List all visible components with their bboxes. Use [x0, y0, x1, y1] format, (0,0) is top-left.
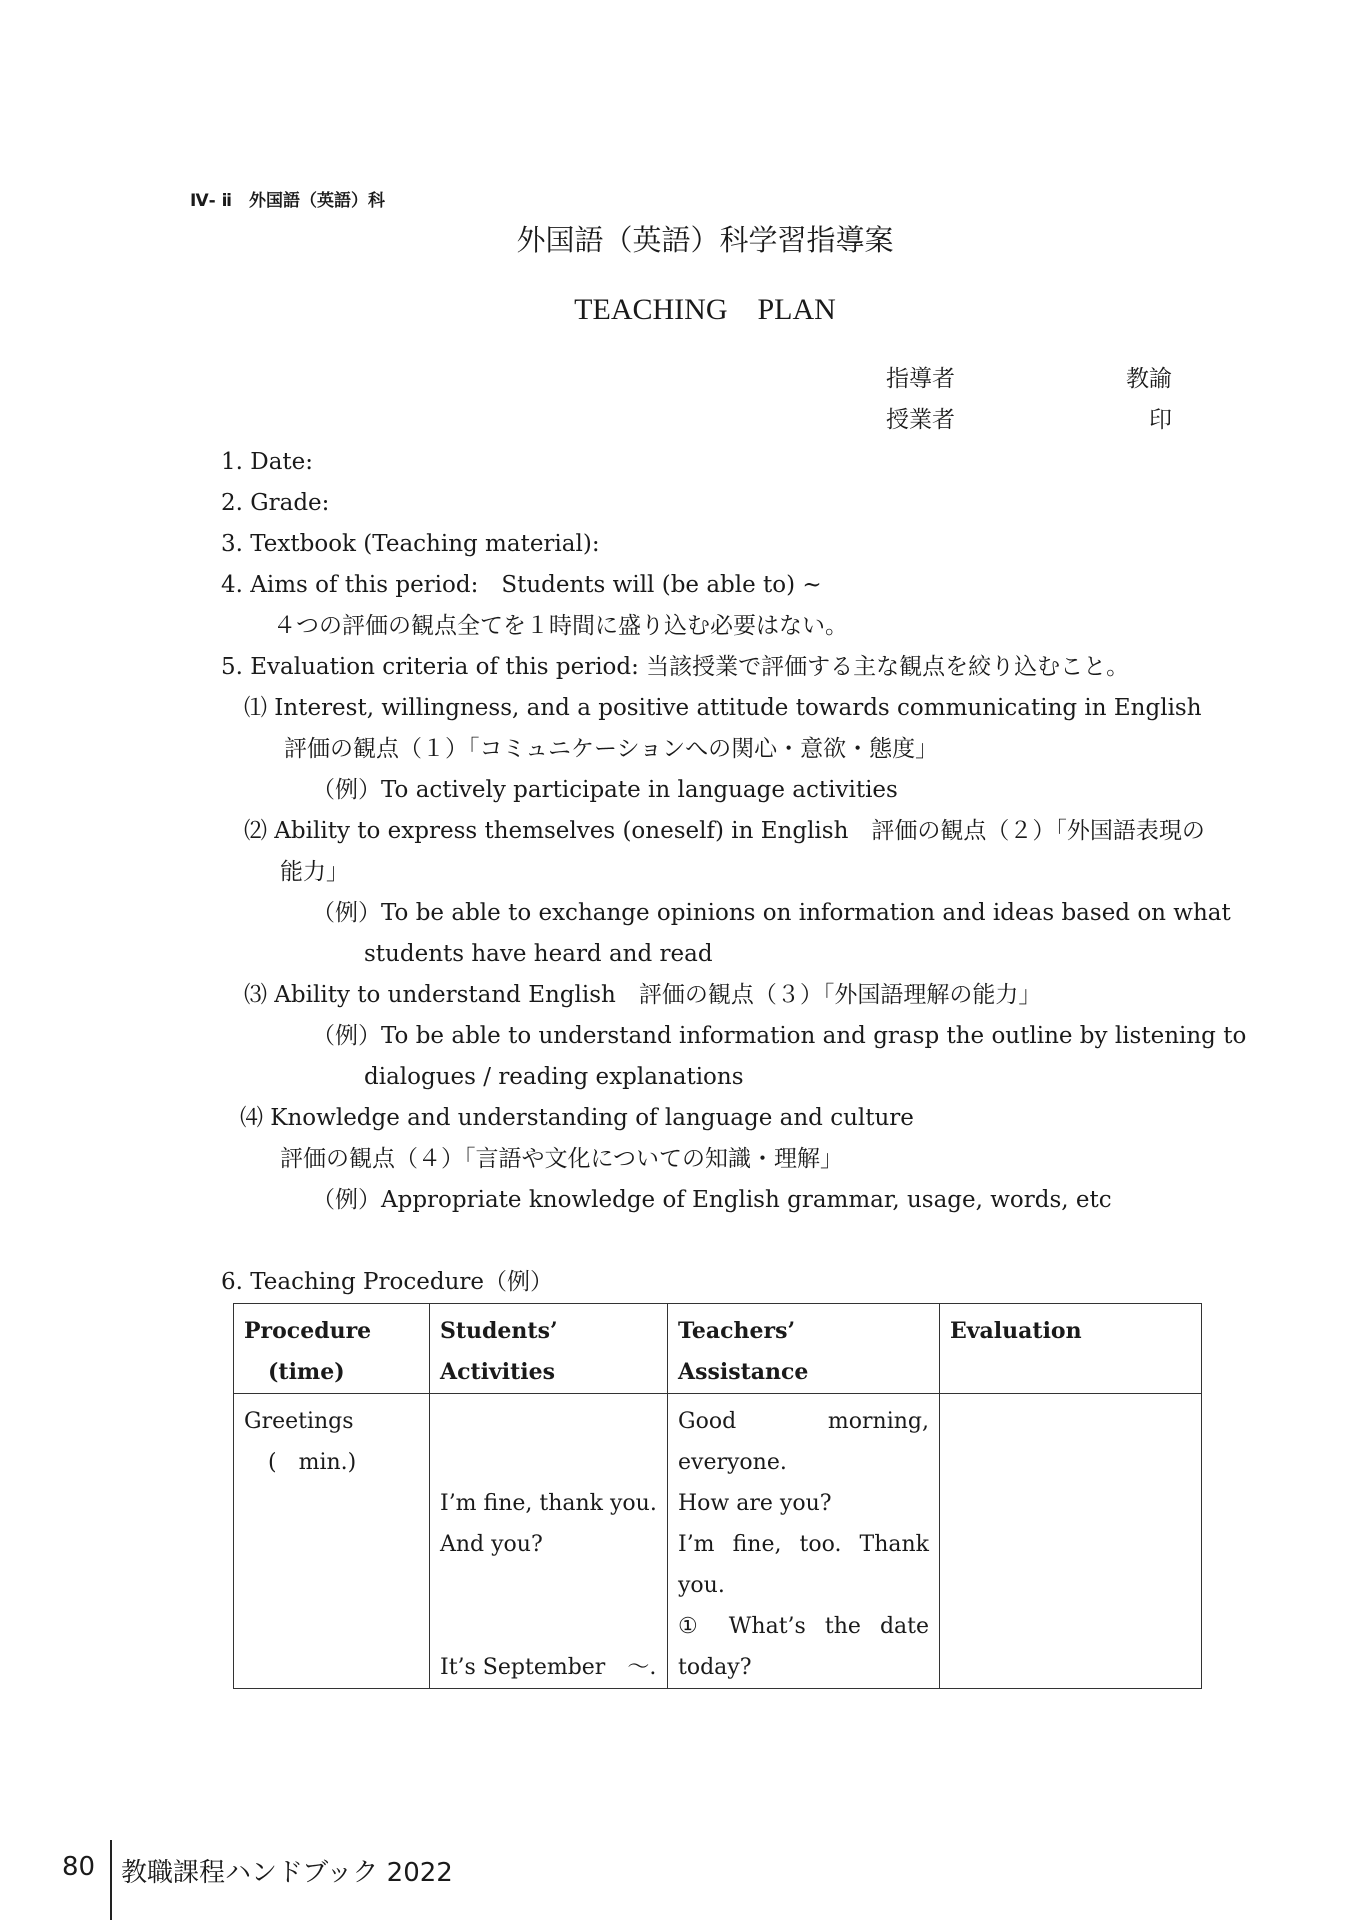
table-header-row	[234, 1304, 1202, 1394]
criterion-4-title: ⑷ Knowledge and understanding of language and culture	[240, 1105, 914, 1131]
criterion-4-jp: 評価の観点（４）「言語や文化についての知識・理解」	[280, 1146, 844, 1172]
header-teachers: Teachers’ Assistance	[668, 1304, 940, 1394]
teacher-line: How are you?	[678, 1491, 832, 1516]
criterion-2-title-cont: 能力」	[280, 859, 349, 885]
header-procedure: Procedure	[244, 1318, 372, 1344]
procedure-table	[233, 1303, 1202, 1689]
instructor-role: 教諭	[1126, 366, 1172, 392]
aims-note: ４つの評価の観点全てを１時間に盛り込む必要はない。	[273, 613, 848, 639]
seal-mark: 印	[1149, 407, 1172, 433]
procedure-heading: 6. Teaching Procedure（例）	[221, 1269, 553, 1295]
step-minutes: ( min.)	[268, 1450, 357, 1475]
step-cell	[234, 1394, 430, 1689]
teacher-line: Good morning,	[678, 1409, 929, 1434]
teacher-line: you.	[678, 1573, 725, 1598]
header-evaluation: Evaluation	[940, 1304, 1202, 1394]
student-line: And you?	[440, 1532, 543, 1557]
teacher-line: today?	[678, 1655, 752, 1680]
teacher-label: 授業者	[886, 407, 955, 433]
criterion-2-title: ⑵ Ability to express themselves (oneself) in English 評価の観点（２）「外国語表現の	[244, 818, 1205, 844]
criterion-4-example: （例）Appropriate knowledge of English grammar, usage, words, etc	[312, 1187, 1112, 1213]
header-students: Students’ Activities	[430, 1304, 668, 1394]
item-textbook: 3. Textbook (Teaching material):	[221, 531, 600, 557]
student-line: It’s September ～.	[440, 1655, 657, 1680]
header-procedure-cell	[234, 1304, 430, 1394]
criterion-3-example-cont: dialogues / reading explanations	[364, 1064, 744, 1090]
document-title-en: TEACHING PLAN	[574, 293, 836, 326]
item-grade: 2. Grade:	[221, 490, 330, 516]
criterion-2-example-cont: students have heard and read	[364, 941, 713, 967]
step-name: Greetings	[244, 1409, 354, 1434]
item-aims: 4. Aims of this period: Students will (be able to) ~	[221, 572, 822, 598]
criterion-3-title: ⑶ Ability to understand English 評価の観点（３）「外国語理解の能力」	[244, 982, 1042, 1008]
item-date: 1. Date:	[221, 449, 314, 475]
table-row	[234, 1394, 1202, 1689]
criterion-1-example: （例）To actively participate in language activities	[312, 777, 898, 803]
evaluation-cell	[940, 1394, 1202, 1689]
item-evaluation: 5. Evaluation criteria of this period: 当該授業で評価する主な観点を絞り込むこと。	[221, 654, 1130, 680]
section-header: Ⅳ- ⅱ 外国語（英語）科	[190, 191, 385, 211]
teacher-line: everyone.	[678, 1450, 787, 1475]
criterion-3-example: （例）To be able to understand information and grasp the outline by listening to	[312, 1023, 1247, 1049]
criterion-1-title: ⑴ Interest, willingness, and a positive attitude towards communicating in English	[244, 695, 1202, 721]
teacher-line: ① What’s the date	[678, 1614, 929, 1639]
student-line: I’m fine, thank you.	[440, 1491, 657, 1516]
header-time: (time)	[268, 1359, 345, 1385]
criterion-1-jp: 評価の観点（１）「コミュニケーションへの関心・意欲・態度」	[284, 736, 939, 762]
footer-divider	[110, 1840, 112, 1920]
instructor-label: 指導者	[886, 366, 955, 392]
criterion-2-example: （例）To be able to exchange opinions on information and ideas based on what	[312, 900, 1231, 926]
students-cell	[430, 1394, 668, 1689]
document-title-jp: 外国語（英語）科学習指導案	[516, 223, 894, 257]
teachers-cell	[668, 1394, 940, 1689]
page-number: 80	[62, 1852, 96, 1882]
footer-book-title: 教職課程ハンドブック 2022	[121, 1858, 453, 1888]
teacher-line: I’m fine, too. Thank	[678, 1532, 929, 1557]
